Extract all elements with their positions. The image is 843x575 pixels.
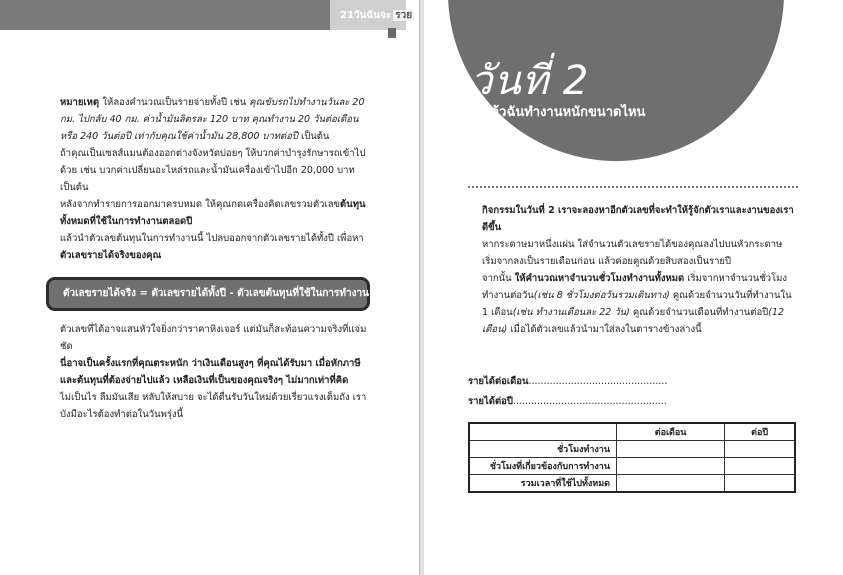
cell-input[interactable]: [725, 441, 795, 458]
field-monthly-income-label: รายได้ต่อเดือน: [468, 376, 529, 387]
running-head-tag: รวย: [395, 10, 413, 21]
row-label-total-time: รวมเวลาที่ใช้ไปทั้งหมด: [469, 475, 617, 493]
paragraph-subtract-text: แล้วนำตัวเลขต้นทุนในการทำงานนี้ ไปลบออกจากตัวเลขรายได้ทั้งปี เพื่อหา: [60, 233, 364, 244]
cell-input[interactable]: [617, 441, 725, 458]
running-head-title: 21วันฉันจะ: [340, 10, 392, 21]
right-page: [424, 0, 843, 575]
hours-table: [468, 422, 796, 493]
note-example: คุณขับรถไปทำงานวันละ 20 กม. ไปกลับ 40 กม. ค่าน้ำมันลิตรละ 120 บาท คุณทำงาน 20 วันต่อเดือน หรือ 240 วันต่อปี เท่ากับคุณใช้ค่าน้ำมัน 28,800 บาทต่อปี: [60, 97, 365, 142]
left-page: [0, 0, 419, 575]
paragraph-total-cost: [46, 196, 374, 230]
intro-hours-8: (12 เดือน): [482, 307, 785, 335]
header-per-year: ต่อปี: [725, 423, 795, 441]
note-end: เป็นต้น: [297, 131, 330, 142]
income-fields: [468, 372, 667, 412]
cell-input[interactable]: [617, 458, 725, 475]
intro-hours-1: จากนั้น: [482, 273, 515, 284]
row-label-work-hours: ชั่วโมงทำงาน: [469, 441, 617, 458]
paragraph-subtract-bold: ตัวเลขรายได้จริงของคุณ: [60, 250, 162, 261]
paragraph-result: ตัวเลขที่ได้อาจแสนหัวใจยิ่งกว่าราคาหิงเจอร์ แต่มันก็สะท้อนความจริงที่แจ่มชัด: [60, 324, 367, 352]
paragraph-total-cost-text: หลังจากทำรายการออกมาครบหมด ให้คุณกดเครื่องคิดเลขรวมตัวเลข: [60, 199, 341, 210]
cell-input[interactable]: [617, 475, 725, 493]
header-empty: [469, 423, 617, 441]
note-label: หมายเหตุ: [60, 97, 103, 108]
formula-box: ตัวเลขรายได้จริง = ตัวเลขรายได้ทั้งปี - ตัวเลขต้นทุนที่ใช้ในการทำงาน: [46, 277, 370, 311]
note-paragraph: [46, 94, 374, 145]
intro-hours-6: (เช่น ทำงานเดือนละ 22 วัน): [512, 307, 630, 318]
intro-hours-5: คูณด้วยจำนวนวันที่ทำงานใน 1 เดือน: [482, 290, 792, 318]
paragraph-total-cost-bold: ต้นทุนทั้งหมดที่ใช้ในการทำงานตลอดปี: [60, 199, 366, 227]
field-monthly-income[interactable]: รายได้ต่อเดือน..............................................: [468, 376, 668, 387]
table-row: [469, 441, 795, 458]
paragraph-rest: ไม่เป็นไร ลืมมันเสีย หลับให้สบาย จะได้ตื่นรับวันใหม่ด้วยเรี่ยวแรงเต็มถัง เราบังมีอะไรต้องทำต่อในวันพรุ่งนี้: [60, 392, 367, 420]
intro-hours-3: เริ่มจากหาจำนวนชั่วโมงทำงานต่อวัน: [482, 273, 788, 301]
intro-hours-4: (เช่น 8 ชั่วโมงต่อวันรวมเดินทาง): [533, 290, 670, 301]
running-head: [340, 8, 414, 23]
intro-hours-2: ให้คำนวณหาจำนวนชั่วโมงทำงานทั้งหมด: [514, 273, 685, 284]
intro-hours-9: เมื่อได้ตัวเลขแล้วนำมาใส่ลงในตารางข้างล่างนี้: [507, 324, 702, 335]
cell-input[interactable]: [725, 475, 795, 493]
row-label-related-hours: ชั่วโมงที่เกี่ยวข้องกับการทำงาน: [469, 458, 617, 475]
intro-hours: [468, 270, 798, 338]
hours-table-header: [469, 423, 795, 441]
note-text: ให้ลองคำนวณเป็นรายจ่ายทั้งปี เช่น: [102, 97, 250, 108]
note-block: [46, 94, 374, 264]
intro-block: [468, 202, 798, 338]
field-yearly-income-label: รายได้ต่อปี: [468, 396, 513, 407]
paragraph-maintenance: ถ้าคุณเป็นเซลส์แมนต้องออกต่างจังหวัดบ่อยๆ ให้บวกค่าบำรุงรักษารถเข้าไปด้วย เช่น บวกค่าเปลี่ยนอะไหล่รถและน้ำมันเครื่องเข้าไปอีก 20,000 บาท เป็นต้น: [60, 148, 366, 193]
dotted-divider: [468, 186, 798, 188]
intro-activity: กิจกรรมในวันที่ 2 เราจะลองหาอีกตัวเลขที่จะทำให้รู้จักตัวเราและงานของเราดีขึ้น: [482, 205, 794, 233]
chapter-title: ปีที่แล้วฉันทำงานหนักขนาดไหน: [466, 105, 646, 120]
header-marker: [388, 28, 396, 38]
table-row: [469, 475, 795, 493]
field-yearly-income[interactable]: รายได้ต่อปี...................................................: [468, 396, 667, 407]
intro-paper: หากระดาษมาหนึ่งแผ่น ใส่จำนวนตัวเลขรายได้ของคุณลงไปบนหัวกระดาษ เริ่มจากลงเป็นรายเดือนก่อน แล้วค่อยคูณด้วยสิบสองเป็นรายปี: [482, 239, 783, 267]
table-row: [469, 458, 795, 475]
paragraph-realization: นี่อาจเป็นครั้งแรกที่คุณตระหนัก ว่าเงินเดือนสูงๆ ที่คุณได้รับมา เมื่อหักภาษีและต้นทุนที่ต้องจ่ายไปแล้ว เหลือเงินที่เป็นของคุณจริงๆ ไม่มากเท่าที่คิด: [60, 358, 361, 386]
day-title: วันที่ 2: [470, 58, 590, 104]
closing-block: [46, 321, 374, 423]
header-per-month: ต่อเดือน: [617, 423, 725, 441]
paragraph-subtract: [46, 230, 374, 264]
intro-hours-7: คูณด้วยจำนวนเดือนที่ทำงานต่อปี: [629, 307, 769, 318]
cell-input[interactable]: [725, 458, 795, 475]
